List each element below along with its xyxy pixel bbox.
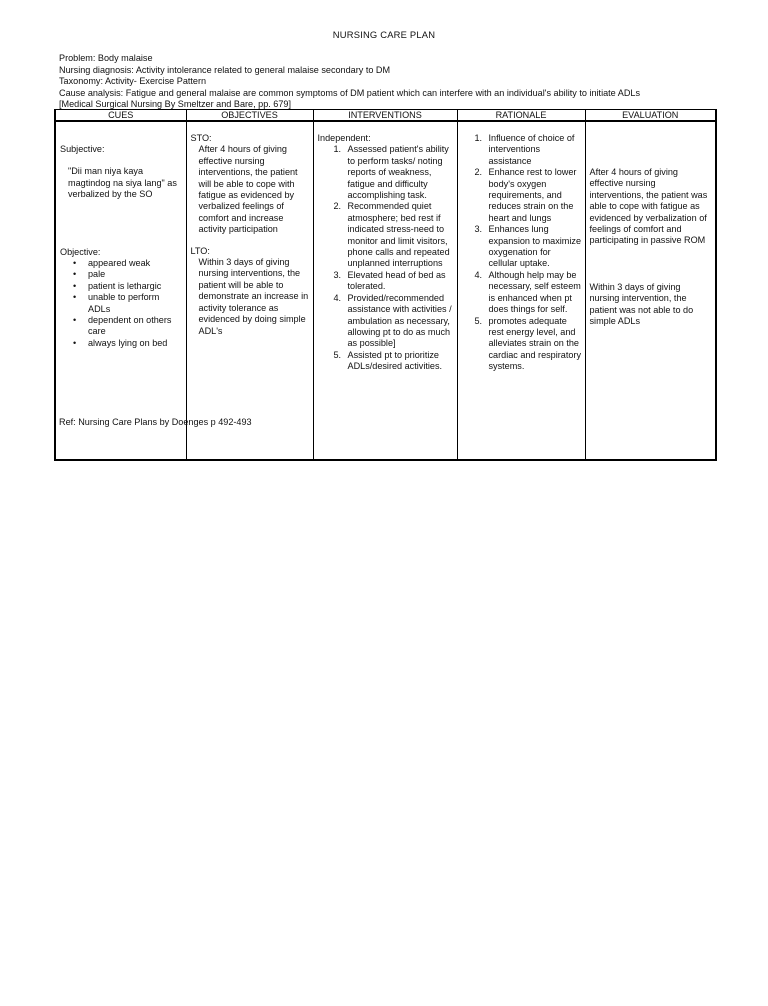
bullet-icon: • bbox=[73, 337, 77, 348]
lto-label: LTO: bbox=[190, 245, 210, 256]
reference-line: Ref: Nursing Care Plans by Doenges p 492-493 bbox=[59, 417, 252, 427]
bullet-icon: • bbox=[73, 280, 77, 291]
interventions-list bbox=[318, 144, 454, 372]
list-item: • unable to perform ADLs bbox=[73, 292, 160, 314]
list-item: • dependent on others care bbox=[73, 315, 172, 337]
care-plan-table bbox=[54, 109, 717, 461]
list-item: • always lying on bed bbox=[73, 337, 168, 348]
list-item: 3. Elevated head of bed as tolerated. bbox=[333, 269, 446, 292]
objective-list bbox=[60, 258, 183, 349]
column-header-interventions: INTERVENTIONS bbox=[313, 110, 457, 122]
list-item: • patient is lethargic bbox=[73, 280, 162, 291]
independent-label: Independent: bbox=[317, 133, 371, 143]
bullet-icon: • bbox=[73, 292, 77, 303]
lto-evaluation: Within 3 days of giving nursing intervention, the patient was not able to do simple ADLs bbox=[589, 281, 694, 327]
sto-evaluation: After 4 hours of giving effective nursing interventions, the patient was able to cope with fatigue as evidenced by verbalization of feelings of comfort and participating in passive ROM bbox=[589, 167, 708, 246]
bullet-icon: • bbox=[73, 258, 77, 269]
bullet-icon: • bbox=[73, 269, 77, 280]
list-item: 4. Although help may be necessary, self esteem is enhanced when pt does things for self. bbox=[474, 269, 581, 315]
table-header-row bbox=[55, 110, 716, 122]
column-header-evaluation: EVALUATION bbox=[585, 110, 716, 122]
subjective-quote: "Dii man niya kaya magtindog na siya lang" as verbalized by the SO bbox=[68, 166, 177, 200]
nursing-diagnosis-line: Nursing diagnosis: Activity intolerance related to general malaise secondary to DM bbox=[59, 64, 391, 75]
interventions-cell bbox=[313, 121, 457, 460]
objective-label: Objective: bbox=[60, 246, 101, 257]
evaluation-cell bbox=[585, 121, 716, 460]
list-item: 4. Provided/recommended assistance with activities / ambulation as necessary, allowing pt to do as much as possible] bbox=[333, 292, 452, 349]
objectives-cell bbox=[186, 121, 313, 460]
rationale-list bbox=[462, 133, 582, 373]
subjective-label: Subjective: bbox=[60, 144, 105, 154]
list-item: • appeared weak bbox=[73, 258, 151, 269]
list-item: 1. Assessed patient's ability to perform tasks/ noting reports of weakness, fatigue and difficulty accomplishing task. bbox=[333, 144, 449, 201]
page-title: NURSING CARE PLAN bbox=[332, 29, 436, 40]
list-item: 5. promotes adequate rest energy level, and alleviates strain on the cardiac and respiratory systems. bbox=[474, 315, 581, 372]
bullet-icon: • bbox=[73, 315, 77, 326]
list-item: 5. Assisted pt to prioritize ADLs/desired activities. bbox=[333, 349, 443, 372]
sto-text: After 4 hours of giving effective nursing interventions, the patient will be able to cope with fatigue as evidenced by verbalized feelings of comfort and increase activity participation bbox=[198, 144, 298, 235]
citation-line: [Medical Surgical Nursing By Smeltzer and Bare, pp. 679] bbox=[59, 99, 292, 109]
table-row bbox=[55, 121, 716, 460]
column-header-rationale: RATIONALE bbox=[457, 110, 585, 122]
sto-label: STO: bbox=[190, 133, 212, 143]
plan-header bbox=[59, 53, 719, 111]
list-item: 1. Influence of choice of interventions assistance bbox=[474, 133, 575, 166]
rationale-cell bbox=[457, 121, 585, 460]
list-item: 3. Enhances lung expansion to maximize oxygenation for cellular uptake. bbox=[474, 224, 581, 269]
list-item: 2. Enhance rest to lower body's oxygen requirements, and reduces strain on the heart and lungs bbox=[474, 167, 577, 223]
column-header-objectives: OBJECTIVES bbox=[186, 110, 313, 122]
list-item: • pale bbox=[73, 269, 106, 280]
lto-text: Within 3 days of giving nursing interventions, the patient will be able to demonstrate an increase in activity tolerance as evidenced by doing simple ADL's bbox=[198, 257, 309, 336]
problem-line: Problem: Body malaise bbox=[59, 53, 153, 63]
column-header-cues: CUES bbox=[55, 110, 186, 122]
taxonomy-line: Taxonomy: Activity- Exercise Pattern bbox=[59, 76, 207, 86]
cues-cell bbox=[55, 121, 186, 460]
list-item: 2. Recommended quiet atmosphere; bed rest if indicated stress-need to monitor and limit visitors, phone calls and repeated unplanned interruptions bbox=[333, 201, 450, 269]
cause-analysis-line: Cause analysis: Fatigue and general malaise are common symptoms of DM patient which can interfere with an individual's ability to initiate ADLs bbox=[59, 87, 640, 98]
